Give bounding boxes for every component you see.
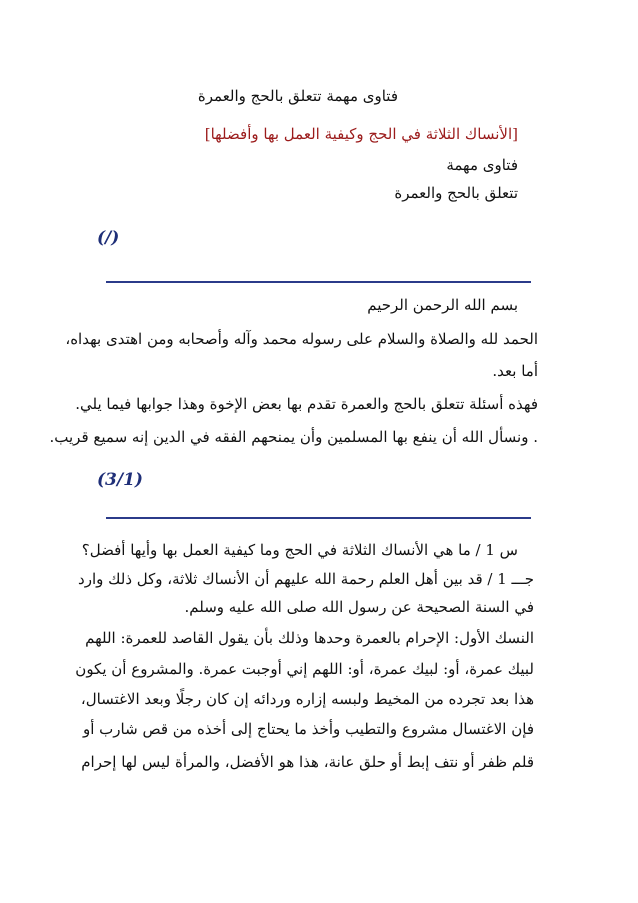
subtitle-hajj-umrah: تتعلق بالحج والعمرة xyxy=(394,184,518,202)
answer-line: قلم ظفر أو نتف إبط أو حلق عانة، هذا هو الأفضل، والمرأة ليس لها إحرام xyxy=(81,753,534,771)
answer-line: هذا بعد تجرده من المخيط ولبسه إزاره وردائه إن كان رجلًا وبعد الاغتسال، xyxy=(80,690,534,708)
basmala: بسم الله الرحمن الرحيم xyxy=(367,296,518,314)
document-title: فتاوى مهمة تتعلق بالحج والعمرة xyxy=(197,87,398,105)
divider-rule xyxy=(106,281,531,283)
intro-line: فهذه أسئلة تتعلق بالحج والعمرة تقدم بها بعض الإخوة وهذا جوابها فيما يلي. xyxy=(75,395,538,413)
question-text: س 1 / ما هي الأنساك الثلاثة في الحج وما كيفية العمل بها وأيها أفضل؟ xyxy=(81,541,518,559)
answer-line: النسك الأول: الإحرام بالعمرة وحدها وذلك بأن يقول القاصد للعمرة: اللهم xyxy=(85,629,534,647)
intro-line: الحمد لله والصلاة والسلام على رسوله محمد وآله وأصحابه ومن اهتدى بهداه، xyxy=(65,330,538,348)
subtitle-fatawa: فتاوى مهمة xyxy=(446,156,518,174)
answer-line: جـــ 1 / قد بين أهل العلم رحمة الله عليهم أن الأنساك ثلاثة، وكل ذلك وارد xyxy=(78,570,534,588)
divider-rule xyxy=(106,517,531,519)
intro-line: . ونسأل الله أن ينفع بها المسلمين وأن يمنحهم الفقه في الدين إنه سميع قريب. xyxy=(49,428,538,446)
intro-line: أما بعد. xyxy=(492,362,538,380)
answer-line: فإن الاغتسال مشروع والتطيب وأخذ ما يحتاج إلى أخذه من قص شارب أو xyxy=(83,720,534,738)
answer-line: لبيك عمرة، أو: لبيك عمرة، أو: اللهم إني أوجبت عمرة. والمشروع أن يكون xyxy=(75,660,534,678)
page-marker: (3/1) xyxy=(97,470,143,490)
answer-line: في السنة الصحيحة عن رسول الله صلى الله عليه وسلم. xyxy=(184,598,534,616)
section-heading: [الأنساك الثلاثة في الحج وكيفية العمل بها وأفضلها] xyxy=(204,125,518,143)
page-marker: (/) xyxy=(97,228,120,248)
